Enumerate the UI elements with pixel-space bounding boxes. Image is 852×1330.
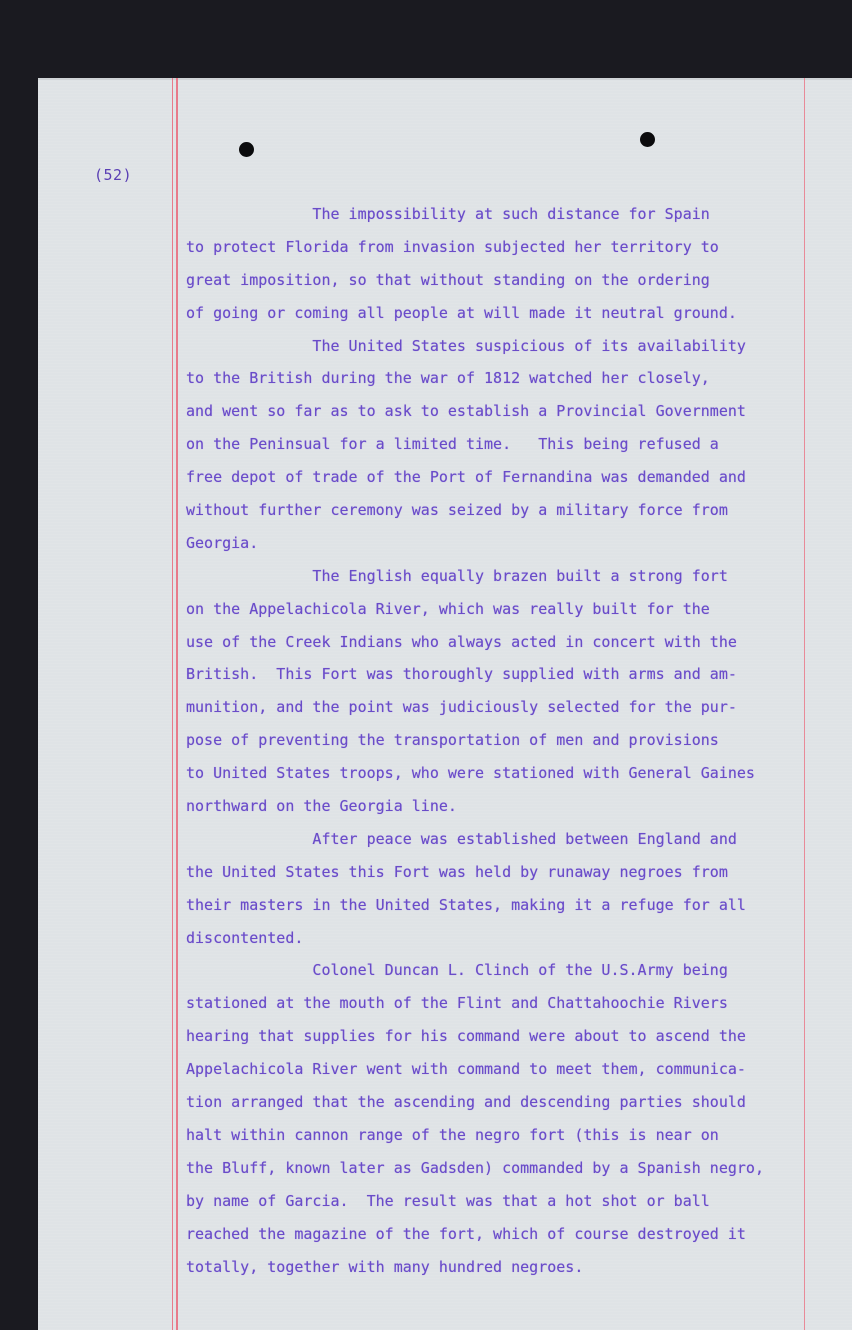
text-line: Colonel Duncan L. Clinch of the U.S.Army being: [186, 961, 728, 980]
text-line: discontented.: [186, 928, 304, 947]
text-line: munition, and the point was judiciously selected for the pur-: [186, 698, 737, 717]
text-line: without further ceremony was seized by a military force from: [186, 501, 728, 520]
left-margin-rule: [172, 78, 173, 1330]
text-line: stationed at the mouth of the Flint and Chattahoochie Rivers: [186, 994, 728, 1013]
text-line: British. This Fort was thoroughly supplied with arms and am-: [186, 665, 737, 684]
text-line: great imposition, so that without standing on the ordering: [186, 270, 710, 289]
text-line: to the British during the war of 1812 watched her closely,: [186, 369, 710, 388]
text-line: of going or coming all people at will made it neutral ground.: [186, 303, 737, 322]
text-line: pose of preventing the transportation of men and provisions: [186, 731, 719, 750]
typed-page: [38, 78, 852, 1330]
text-line: to protect Florida from invasion subjected her territory to: [186, 237, 719, 256]
text-line: northward on the Georgia line.: [186, 797, 457, 816]
text-line: The impossibility at such distance for Spain: [186, 205, 710, 223]
text-line: totally, together with many hundred negroes.: [186, 1257, 584, 1276]
text-line: Georgia.: [186, 533, 259, 552]
text-line: hearing that supplies for his command were about to ascend the: [186, 1027, 746, 1046]
text-line: free depot of trade of the Port of Fernandina was demanded and: [186, 468, 746, 487]
body-text: [186, 198, 846, 1283]
text-line: The United States suspicious of its availability: [186, 336, 746, 355]
text-line: The English equally brazen built a strong fort: [186, 566, 728, 585]
punch-hole: [640, 132, 655, 147]
text-line: and went so far as to ask to establish a Provincial Government: [186, 402, 746, 421]
text-line: halt within cannon range of the negro fort (this is near on: [186, 1125, 719, 1144]
text-line: After peace was established between England and: [186, 829, 737, 848]
text-line: their masters in the United States, making it a refuge for all: [186, 895, 746, 914]
text-line: the United States this Fort was held by runaway negroes from: [186, 862, 728, 881]
text-line: Appelachicola River went with command to meet them, communica-: [186, 1060, 746, 1079]
text-line: tion arranged that the ascending and descending parties should: [186, 1093, 746, 1112]
text-line: on the Peninsual for a limited time. This being refused a: [186, 435, 719, 454]
text-line: on the Appelachicola River, which was really built for the: [186, 599, 710, 618]
text-line: the Bluff, known later as Gadsden) commanded by a Spanish negro,: [186, 1158, 764, 1177]
text-line: use of the Creek Indians who always acted in concert with the: [186, 632, 737, 651]
page-number: (52): [94, 166, 133, 184]
text-line: to United States troops, who were stationed with General Gaines: [186, 764, 755, 783]
punch-hole: [239, 142, 254, 157]
left-margin-rule-double: [176, 78, 178, 1330]
text-line: reached the magazine of the fort, which of course destroyed it: [186, 1224, 746, 1243]
text-line: by name of Garcia. The result was that a hot shot or ball: [186, 1191, 710, 1210]
